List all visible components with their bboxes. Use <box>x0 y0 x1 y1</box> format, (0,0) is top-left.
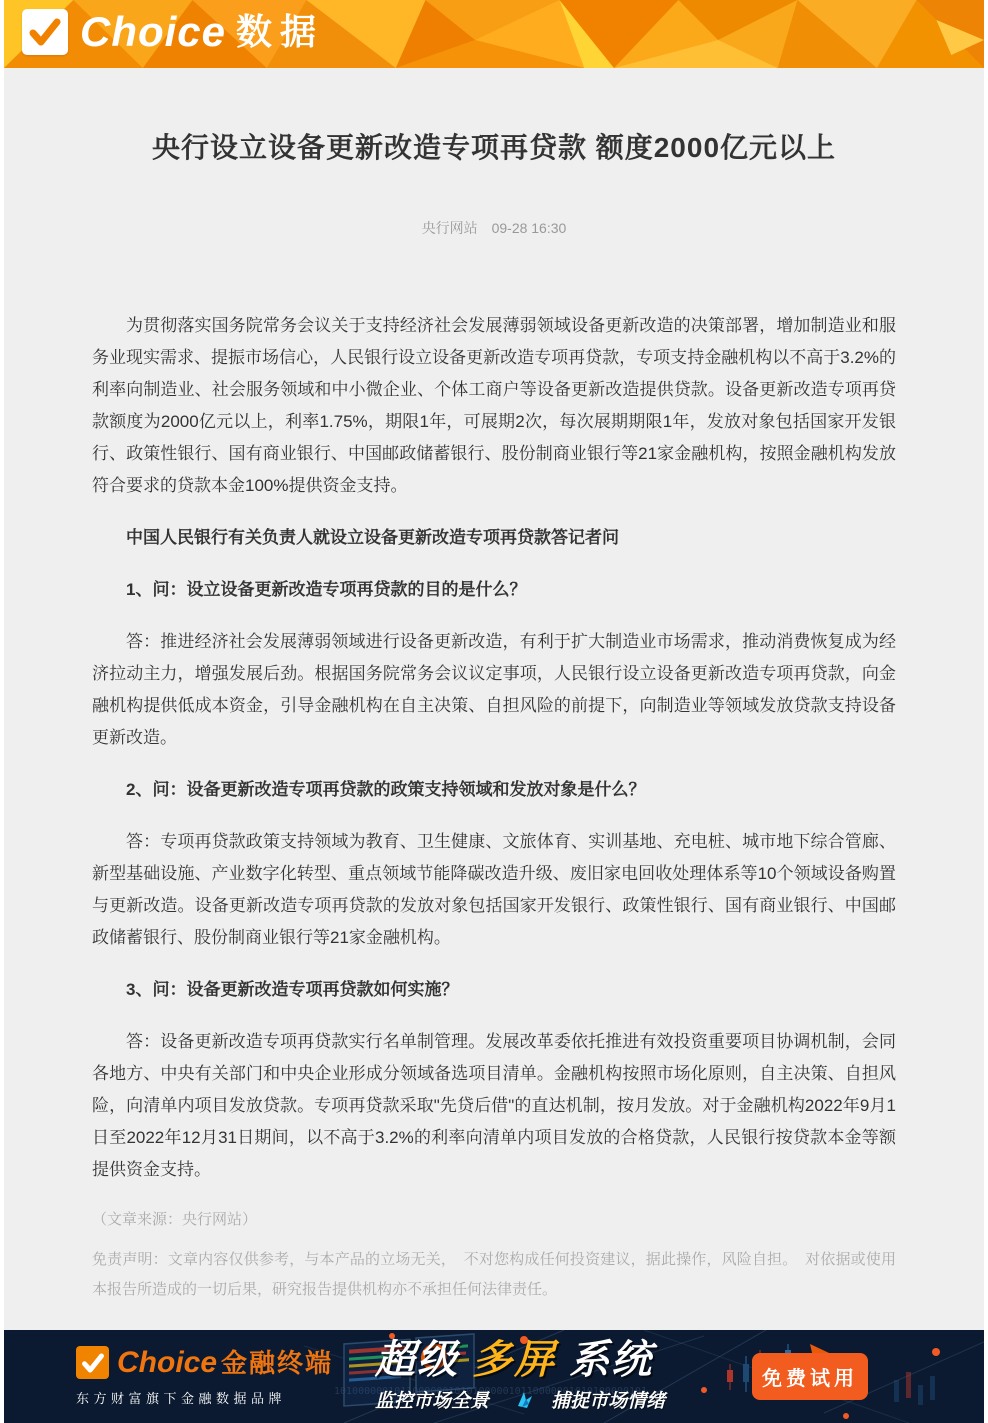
article-blocks <box>92 310 896 1186</box>
banner-subline-left: 监控市场全景 <box>375 1391 490 1412</box>
article-paragraph: 答：设备更新改造专项再贷款实行名单制管理。发展改革委依托推进有效投资重要项目协调机制，会同各地方、中央有关部门和中央企业形成分领域备选项目清单。金融机构按照市场化原则，自主决策、自担风险，向清单内项目发放贷款。专项再贷款采取"先贷后借"的直达机制，按月发放。对于金融机构2022年9月1日至2022年12月31日期间，以不高于3.2%的利率向清单内项目发放的合格贷款，人民银行按贷款本金等额提供资金支持。 <box>92 1032 896 1179</box>
article-source-line: （文章来源：央行网站） <box>92 1211 258 1228</box>
free-trial-button[interactable]: 免费试用 <box>752 1353 868 1400</box>
banner-headline <box>375 1340 665 1380</box>
article-heading: 3、问：设备更新改造专项再贷款如何实施？ <box>126 980 459 999</box>
footer-banner-text <box>375 1340 665 1413</box>
header-logo-text: Choice <box>80 8 227 55</box>
article-heading: 2、问：设备更新改造专项再贷款的政策支持领域和发放对象是什么？ <box>126 780 646 799</box>
footer-logo <box>76 1346 333 1379</box>
footer-tagline: 东方财富旗下金融数据品牌 <box>76 1391 287 1406</box>
article-disclaimer: 免责声明：文章内容仅供参考，与本产品的立场无关， 不对您构成任何投资建议，据此操作，风险自担。 对依据或使用本报告所造成的一切后果，研究报告提供机构亦不承担任何法律责任。 <box>92 1251 896 1298</box>
banner-headline-part1: 超级 <box>375 1338 460 1382</box>
banner-headline-part3: 系统 <box>569 1338 654 1382</box>
footer-logo-text: Choice <box>117 1345 218 1379</box>
article-paragraph: 为贯彻落实国务院常务会议关于支持经济社会发展薄弱领域设备更新改造的决策部署，增加制造业和服务业现实需求、提振市场信心，人民银行设立设备更新改造专项再贷款，专项支持金融机构以不高于3.2%的利率向制造业、社会服务领域和中小微企业、个体工商户等设备更新改造提供贷款。设备更新改造专项再贷款额度为2000亿元以上，利率1.75%，期限1年，可展期2次，每次展期期限1年，发放对象包括国家开发银行、政策性银行、国有商业银行、中国邮政储蓄银行、股份制商业银行等21家金融机构，按照金融机构发放符合要求的贷款本金100%提供资金支持。 <box>92 316 896 495</box>
site-header <box>4 0 984 68</box>
article-paragraph: 答：专项再贷款政策支持领域为教育、卫生健康、文旅体育、实训基地、充电桩、城市地下综合管廊、新型基础设施、产业数字化转型、重点领域节能降碳改造升级、废旧家电回收处理体系等10个领域设备购置与更新改造。设备更新改造专项再贷款的发放对象包括国家开发银行、政策性银行、国有商业银行、中国邮政储蓄银行、股份制商业银行等21家金融机构。 <box>92 832 896 947</box>
banner-subline-right: 捕捉市场情绪 <box>551 1391 666 1412</box>
page-frame <box>4 0 984 1423</box>
article-heading: 中国人民银行有关负责人就设立设备更新改造专项再贷款答记者问 <box>126 528 619 547</box>
choice-checkmark-icon <box>22 9 68 55</box>
article-title: 央行设立设备更新改造专项再贷款 额度2000亿元以上 <box>151 132 837 163</box>
spark-icon <box>515 1390 535 1410</box>
banner-headline-part2: 多屏 <box>472 1338 557 1382</box>
article-paragraph: 答：推进经济社会发展薄弱领域进行设备更新改造，有利于扩大制造业市场需求，推动消费恢复成为经济拉动主力，增强发展后劲。根据国务院常务会议议定事项，人民银行设立设备更新改造专项再贷款，向金融机构提供低成本资金，引导金融机构在自主决策、自担风险的前提下，向制造业等领域发放贷款支持设备更新改造。 <box>92 632 896 747</box>
banner-subline <box>375 1386 665 1413</box>
article-meta <box>92 218 896 238</box>
header-logo[interactable] <box>22 9 324 55</box>
choice-checkmark-icon <box>76 1346 109 1379</box>
footer-brand-block[interactable] <box>76 1346 333 1407</box>
footer-promo-banner[interactable] <box>4 1330 984 1423</box>
header-logo-suffix: 数据 <box>236 11 325 52</box>
article-panel <box>4 68 984 1330</box>
article-heading: 1、问：设立设备更新改造专项再贷款的目的是什么？ <box>126 580 527 599</box>
article-source-name: 央行网站 <box>421 220 478 236</box>
article-publish-time: 09-28 16:30 <box>491 220 567 236</box>
footer-binary-texture: 1010000001011000000101010000010110000001010100000101 <box>334 1386 648 1397</box>
footer-logo-suffix: 金融终端 <box>221 1347 334 1378</box>
